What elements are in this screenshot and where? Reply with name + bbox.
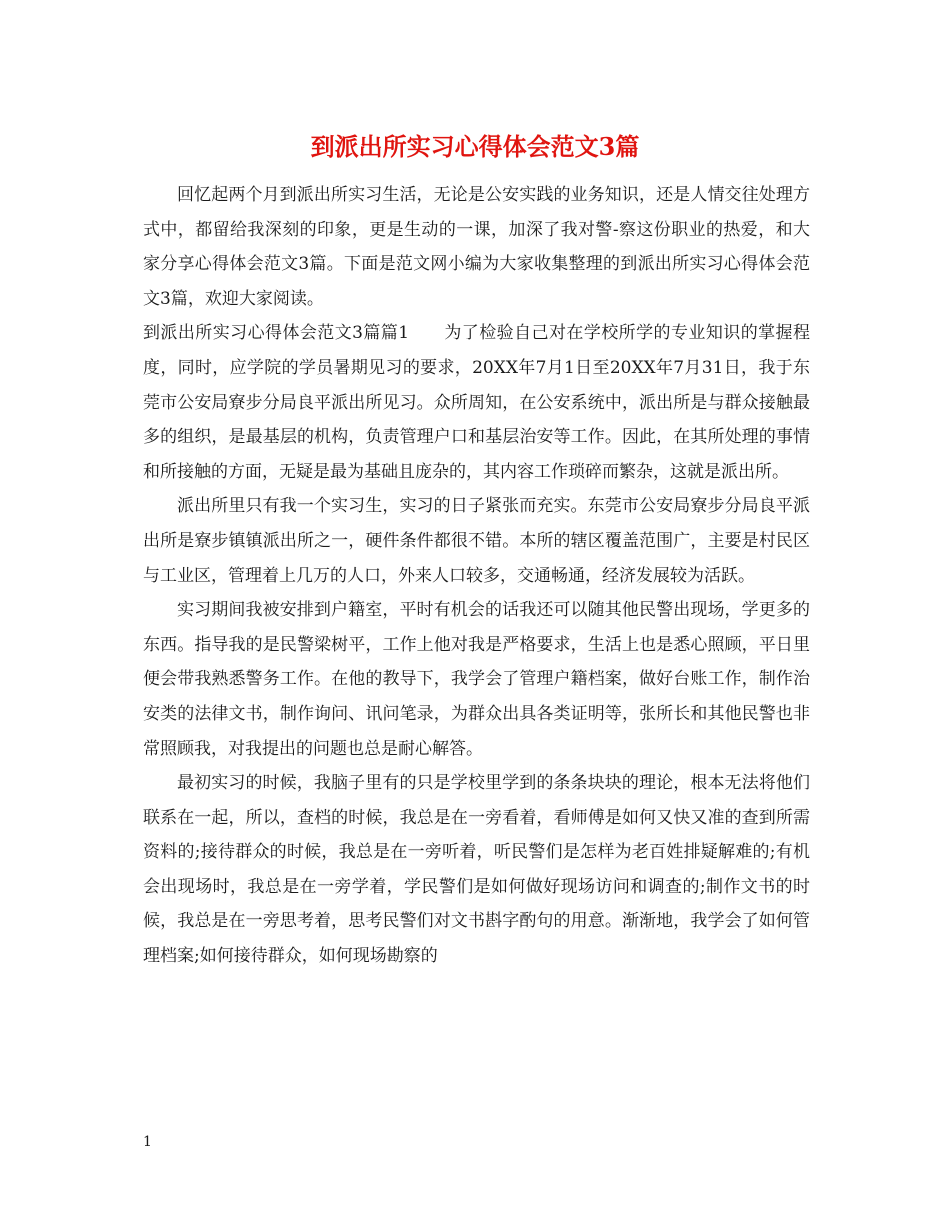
- document-title: 到派出所实习心得体会范文3篇: [310, 132, 640, 161]
- paragraph-initial-internship: 最初实习的时候，我脑子里有的只是学校里学到的条条块块的理论，根本无法将他们联系在一起，所以，查档的时候，我总是在一旁看着，看师傅是如何又快又准的查到所需资料的;接待群众的时候，我总是在一旁听着，听民警们是怎样为老百姓排疑解难的;有机会出现场时，我总是在一旁学着，学民警们是如何做好现场访问和调查的;制作文书的时候，我总是在一旁思考着，思考民警们对文书斟字酌句的用意。渐渐地，我学会了如何管理档案;如何接待群众，如何现场勘察的: [143, 773, 810, 967]
- paragraph-article-1: 到派出所实习心得体会范文3篇篇1 为了检验自己对在学校所学的专业知识的掌握程度，同时，应学院的学员暑期见习的要求，20XX年7月1日至20XX年7月31日，我于东莞市公安局寮步分局良平派出所见习。众所周知，在公安系统中，派出所是与群众接触最多的组织，是最基层的机构，负责管理户口和基层治安等工作。因此，在其所处理的事情和所接触的方面，无疑是最为基础且庞杂的，其内容工作琐碎而繁杂，这就是派出所。: [143, 323, 810, 482]
- page-number: 1: [143, 1134, 152, 1150]
- paragraph-household-office: 实习期间我被安排到户籍室，平时有机会的话我还可以随其他民警出现场，学更多的东西。指导我的是民警梁树平，工作上他对我是严格要求，生活上也是悉心照顾，平日里便会带我熟悉警务工作。在他的教导下，我学会了管理户籍档案，做好台账工作，制作治安类的法律文书，制作询问、讯问笔录，为群众出具各类证明等，张所长和其他民警也非常照顾我，对我提出的问题也总是耐心解答。: [143, 600, 810, 759]
- document-body: [143, 178, 810, 974]
- paragraph-intro: 回忆起两个月到派出所实习生活，无论是公安实践的业务知识，还是人情交往处理方式中，都留给我深刻的印象，更是生动的一课，加深了我对警-察这份职业的热爱，和大家分享心得体会范文3篇。下面是范文网小编为大家收集整理的到派出所实习心得体会范文3篇，欢迎大家阅读。: [143, 185, 810, 309]
- paragraph-station-overview: 派出所里只有我一个实习生，实习的日子紧张而充实。东莞市公安局寮步分局良平派出所是寮步镇镇派出所之一，硬件条件都很不错。本所的辖区覆盖范围广，主要是村民区与工业区，管理着上几万的人口，外来人口较多，交通畅通，经济发展较为活跃。: [143, 496, 810, 586]
